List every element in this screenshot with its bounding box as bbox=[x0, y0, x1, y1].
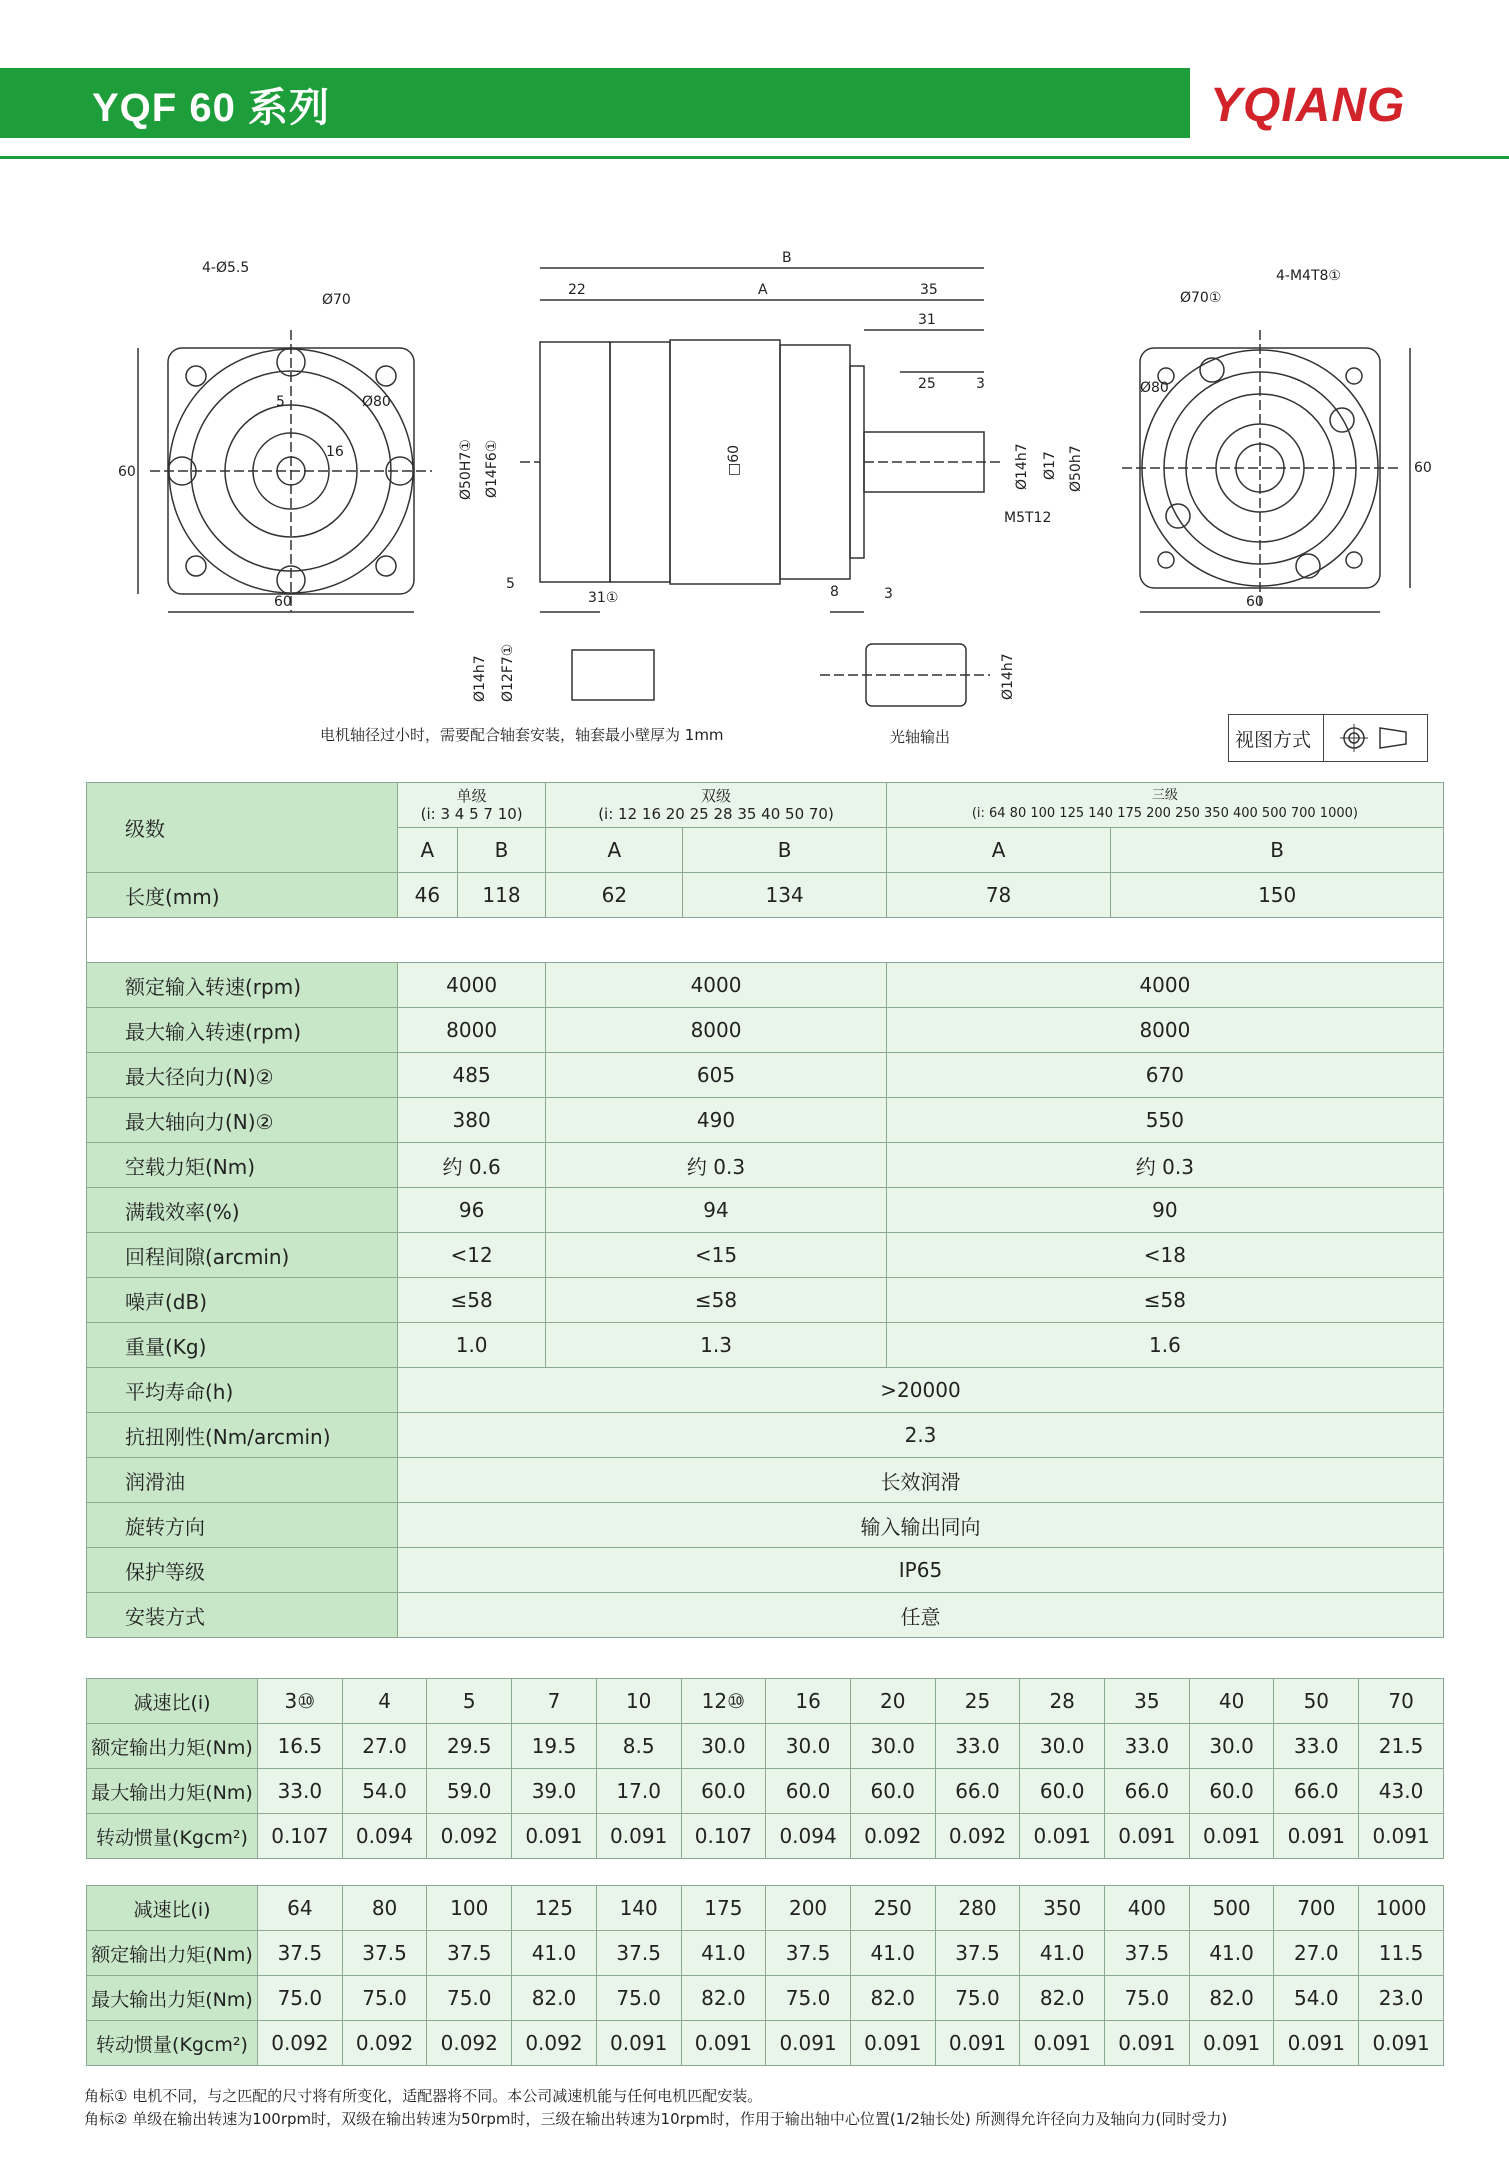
ratio-cell: 35 bbox=[1105, 1679, 1190, 1724]
ratio-cell: 0.091 bbox=[681, 2021, 766, 2066]
svg-text:Ø50H7①: Ø50H7① bbox=[458, 439, 474, 500]
row-cell: 1.6 bbox=[886, 1323, 1443, 1368]
row-cell: 485 bbox=[398, 1053, 546, 1098]
svg-text:Ø50h7: Ø50h7 bbox=[1068, 445, 1084, 492]
ratio-cell: 41.0 bbox=[850, 1931, 935, 1976]
row-cell: 8000 bbox=[886, 1008, 1443, 1053]
view-method-label: 视图方式 bbox=[1235, 728, 1312, 751]
ratio-cell: 43.0 bbox=[1359, 1769, 1444, 1814]
row-label: 最大轴向力(N)② bbox=[87, 1098, 398, 1143]
ratio-cell: 175 bbox=[681, 1886, 766, 1931]
ratio-cell: 60.0 bbox=[1020, 1769, 1105, 1814]
ratio-cell: 60.0 bbox=[850, 1769, 935, 1814]
brand-logo: YQIANG bbox=[1210, 79, 1406, 132]
svg-text:Ø14h7: Ø14h7 bbox=[472, 655, 488, 702]
ratio-cell: 66.0 bbox=[1274, 1769, 1359, 1814]
ratio-cell: 8.5 bbox=[596, 1724, 681, 1769]
svg-text:60: 60 bbox=[274, 594, 292, 610]
row-cell: <15 bbox=[546, 1233, 887, 1278]
ratio-cell: 82.0 bbox=[850, 1976, 935, 2021]
ratio-cell: 100 bbox=[427, 1886, 512, 1931]
ratio-cell: 37.5 bbox=[935, 1931, 1020, 1976]
ratio-cell: 40 bbox=[1189, 1679, 1274, 1724]
svg-text:25: 25 bbox=[918, 376, 936, 392]
ratio-cell: 0.091 bbox=[850, 2021, 935, 2066]
technical-drawing bbox=[0, 240, 1509, 760]
row-cell: 670 bbox=[886, 1053, 1443, 1098]
sleeve-caption: 电机轴径过小时，需要配合轴套安装，轴套最小壁厚为 1mm bbox=[320, 726, 724, 744]
row-cell: 约 0.3 bbox=[886, 1143, 1443, 1188]
ratio-cell: 37.5 bbox=[258, 1931, 343, 1976]
ratio-cell: 500 bbox=[1189, 1886, 1274, 1931]
stage-label: 级数 bbox=[87, 783, 398, 873]
ratio-cell: 0.091 bbox=[935, 2021, 1020, 2066]
svg-text:31①: 31① bbox=[588, 590, 619, 606]
ratio-cell: 140 bbox=[596, 1886, 681, 1931]
ratio-cell: 30.0 bbox=[1189, 1724, 1274, 1769]
row-label: 额定输入转速(rpm) bbox=[87, 963, 398, 1008]
ratio-cell: 33.0 bbox=[935, 1724, 1020, 1769]
col-a: A bbox=[886, 828, 1111, 873]
ratio-cell: 82.0 bbox=[1020, 1976, 1105, 2021]
row-cell: 490 bbox=[546, 1098, 887, 1143]
ratio-cell: 7 bbox=[512, 1679, 597, 1724]
row-label: 平均寿命(h) bbox=[87, 1368, 398, 1413]
ratio-cell: 11.5 bbox=[1359, 1931, 1444, 1976]
row-cell: 380 bbox=[398, 1098, 546, 1143]
row-label: 最大径向力(N)② bbox=[87, 1053, 398, 1098]
length-cell: 78 bbox=[886, 873, 1111, 918]
ratio-cell: 19.5 bbox=[512, 1724, 597, 1769]
col-a: A bbox=[546, 828, 683, 873]
ratio-cell: 0.091 bbox=[596, 1814, 681, 1859]
projection-symbol-icon bbox=[1324, 718, 1424, 758]
ratio-cell: 39.0 bbox=[512, 1769, 597, 1814]
svg-text:60: 60 bbox=[1414, 460, 1432, 476]
ratio-row-label: 额定输出力矩(Nm) bbox=[87, 1724, 258, 1769]
ratio-row-label: 额定输出力矩(Nm) bbox=[87, 1931, 258, 1976]
ratio-cell: 1000 bbox=[1359, 1886, 1444, 1931]
ratio-cell: 0.091 bbox=[1105, 1814, 1190, 1859]
row-cell: 约 0.3 bbox=[546, 1143, 887, 1188]
ratio-cell: 30.0 bbox=[766, 1724, 851, 1769]
ratio-cell: 33.0 bbox=[1105, 1724, 1190, 1769]
ratio-cell: 0.092 bbox=[258, 2021, 343, 2066]
page-title: YQF 60 系列 bbox=[92, 86, 330, 130]
svg-text:Ø70: Ø70 bbox=[322, 292, 351, 308]
ratio-cell: 82.0 bbox=[512, 1976, 597, 2021]
ratio-cell: 41.0 bbox=[512, 1931, 597, 1976]
svg-text:4-M4T8①: 4-M4T8① bbox=[1276, 268, 1341, 284]
svg-text:Ø14F6①: Ø14F6① bbox=[484, 439, 500, 498]
ratio-cell: 37.5 bbox=[1105, 1931, 1190, 1976]
row-cell: 550 bbox=[886, 1098, 1443, 1143]
ratio-cell: 37.5 bbox=[596, 1931, 681, 1976]
row-cell: 96 bbox=[398, 1188, 546, 1233]
ratio-cell: 0.091 bbox=[1359, 1814, 1444, 1859]
svg-text:35: 35 bbox=[920, 282, 938, 298]
col-a: A bbox=[398, 828, 458, 873]
ratio-cell: 82.0 bbox=[681, 1976, 766, 2021]
ratio-cell: 0.091 bbox=[1189, 1814, 1274, 1859]
row-cell: 90 bbox=[886, 1188, 1443, 1233]
ratio-cell: 4 bbox=[342, 1679, 427, 1724]
ratio-cell: 0.091 bbox=[1020, 1814, 1105, 1859]
ratio-cell: 0.092 bbox=[342, 2021, 427, 2066]
ratio-cell: 0.091 bbox=[1274, 1814, 1359, 1859]
row-cell: IP65 bbox=[398, 1548, 1444, 1593]
row-cell: 94 bbox=[546, 1188, 887, 1233]
row-cell: <18 bbox=[886, 1233, 1443, 1278]
ratio-cell: 30.0 bbox=[681, 1724, 766, 1769]
svg-text:5: 5 bbox=[506, 576, 515, 592]
ratio-cell: 0.091 bbox=[1189, 2021, 1274, 2066]
ratio-cell: 23.0 bbox=[1359, 1976, 1444, 2021]
ratio-cell: 64 bbox=[258, 1886, 343, 1931]
col-b: B bbox=[683, 828, 886, 873]
ratio-cell: 75.0 bbox=[258, 1976, 343, 2021]
ratio-cell: 66.0 bbox=[1105, 1769, 1190, 1814]
ratio-cell: 60.0 bbox=[766, 1769, 851, 1814]
ratio-cell: 20 bbox=[850, 1679, 935, 1724]
ratio-cell: 5 bbox=[427, 1679, 512, 1724]
ratio-cell: 0.091 bbox=[1274, 2021, 1359, 2066]
ratio-cell: 17.0 bbox=[596, 1769, 681, 1814]
row-cell: 605 bbox=[546, 1053, 887, 1098]
ratio-cell: 16 bbox=[766, 1679, 851, 1724]
row-cell: 1.0 bbox=[398, 1323, 546, 1368]
row-label: 回程间隙(arcmin) bbox=[87, 1233, 398, 1278]
front-view-right bbox=[1122, 330, 1410, 612]
ratio-cell: 0.107 bbox=[258, 1814, 343, 1859]
ratio-cell: 21.5 bbox=[1359, 1724, 1444, 1769]
svg-text:A: A bbox=[758, 282, 768, 298]
svg-text:3: 3 bbox=[976, 376, 985, 392]
shaft-caption: 光轴输出 bbox=[890, 728, 951, 746]
row-cell: 长效润滑 bbox=[398, 1458, 1444, 1503]
row-label: 旋转方向 bbox=[87, 1503, 398, 1548]
ratio-cell: 33.0 bbox=[258, 1769, 343, 1814]
ratio-cell: 29.5 bbox=[427, 1724, 512, 1769]
ratio-cell: 75.0 bbox=[935, 1976, 1020, 2021]
row-cell: 2.3 bbox=[398, 1413, 1444, 1458]
row-label: 最大输入转速(rpm) bbox=[87, 1008, 398, 1053]
svg-text:Ø14h7: Ø14h7 bbox=[1000, 653, 1016, 700]
ratio-cell: 60.0 bbox=[1189, 1769, 1274, 1814]
ratio-cell: 41.0 bbox=[1189, 1931, 1274, 1976]
ratio-cell: 0.094 bbox=[766, 1814, 851, 1859]
ratio-table-2 bbox=[86, 1885, 1444, 2066]
length-cell: 134 bbox=[683, 873, 886, 918]
ratio-cell: 25 bbox=[935, 1679, 1020, 1724]
svg-text:60: 60 bbox=[118, 464, 136, 480]
ratio-cell: 27.0 bbox=[1274, 1931, 1359, 1976]
svg-text:□60: □60 bbox=[726, 444, 742, 476]
row-label: 满载效率(%) bbox=[87, 1188, 398, 1233]
row-label: 安装方式 bbox=[87, 1593, 398, 1638]
ratio-cell: 0.092 bbox=[512, 2021, 597, 2066]
svg-text:22: 22 bbox=[568, 282, 586, 298]
header-divider bbox=[0, 156, 1509, 159]
row-label: 润滑油 bbox=[87, 1458, 398, 1503]
ratio-cell: 0.091 bbox=[596, 2021, 681, 2066]
row-cell: 1.3 bbox=[546, 1323, 887, 1368]
ratio-cell: 125 bbox=[512, 1886, 597, 1931]
svg-text:B: B bbox=[782, 250, 792, 266]
ratio-cell: 0.092 bbox=[427, 1814, 512, 1859]
svg-text:M5T12: M5T12 bbox=[1004, 510, 1052, 526]
row-cell: 约 0.6 bbox=[398, 1143, 546, 1188]
ratio-table-1 bbox=[86, 1678, 1444, 1859]
svg-text:4-Ø5.5: 4-Ø5.5 bbox=[202, 260, 250, 276]
svg-text:Ø14h7: Ø14h7 bbox=[1014, 443, 1030, 490]
ratio-cell: 0.091 bbox=[512, 1814, 597, 1859]
ratio-cell: 27.0 bbox=[342, 1724, 427, 1769]
ratio-cell: 59.0 bbox=[427, 1769, 512, 1814]
ratio-cell: 37.5 bbox=[766, 1931, 851, 1976]
ratio-cell: 41.0 bbox=[681, 1931, 766, 1976]
ratio-row-label: 减速比(i) bbox=[87, 1679, 258, 1724]
ratio-cell: 75.0 bbox=[766, 1976, 851, 2021]
row-cell: 输入输出同向 bbox=[398, 1503, 1444, 1548]
ratio-cell: 3⑩ bbox=[258, 1679, 343, 1724]
ratio-cell: 0.091 bbox=[1105, 2021, 1190, 2066]
svg-text:31: 31 bbox=[918, 312, 936, 328]
length-cell: 150 bbox=[1111, 873, 1444, 918]
row-cell: ≤58 bbox=[398, 1278, 546, 1323]
ratio-cell: 0.091 bbox=[1359, 2021, 1444, 2066]
ratio-cell: 0.107 bbox=[681, 1814, 766, 1859]
ratio-cell: 0.092 bbox=[850, 1814, 935, 1859]
ratio-row-label: 最大输出力矩(Nm) bbox=[87, 1976, 258, 2021]
ratio-cell: 280 bbox=[935, 1886, 1020, 1931]
ratio-row-label: 减速比(i) bbox=[87, 1886, 258, 1931]
front-view-left bbox=[138, 330, 432, 612]
spec-table bbox=[86, 782, 1444, 1638]
svg-text:Ø70①: Ø70① bbox=[1180, 290, 1222, 306]
svg-text:Ø80: Ø80 bbox=[362, 394, 391, 410]
row-cell: ≤58 bbox=[886, 1278, 1443, 1323]
row-cell: <12 bbox=[398, 1233, 546, 1278]
ratio-cell: 0.094 bbox=[342, 1814, 427, 1859]
ratio-cell: 0.092 bbox=[427, 2021, 512, 2066]
ratio-row-label: 转动惯量(Kgcm²) bbox=[87, 1814, 258, 1859]
ratio-cell: 0.091 bbox=[1020, 2021, 1105, 2066]
stage-1: 单级 (i: 3 4 5 7 10) bbox=[398, 783, 546, 828]
view-method-box bbox=[1228, 714, 1428, 762]
svg-text:16: 16 bbox=[326, 444, 344, 460]
row-cell: 4000 bbox=[398, 963, 546, 1008]
ratio-cell: 10 bbox=[596, 1679, 681, 1724]
length-cell: 62 bbox=[546, 873, 683, 918]
row-label: 空载力矩(Nm) bbox=[87, 1143, 398, 1188]
ratio-cell: 16.5 bbox=[258, 1724, 343, 1769]
svg-text:3: 3 bbox=[884, 586, 893, 602]
length-cell: 46 bbox=[398, 873, 458, 918]
svg-text:Ø17: Ø17 bbox=[1042, 451, 1058, 480]
svg-text:Ø80: Ø80 bbox=[1140, 380, 1169, 396]
spacer-row bbox=[87, 918, 1444, 963]
ratio-cell: 350 bbox=[1020, 1886, 1105, 1931]
ratio-cell: 75.0 bbox=[427, 1976, 512, 2021]
ratio-cell: 700 bbox=[1274, 1886, 1359, 1931]
row-label: 重量(Kg) bbox=[87, 1323, 398, 1368]
row-label: 噪声(dB) bbox=[87, 1278, 398, 1323]
row-cell: 4000 bbox=[546, 963, 887, 1008]
length-label: 长度(mm) bbox=[87, 873, 398, 918]
svg-text:5: 5 bbox=[276, 394, 285, 410]
col-b: B bbox=[1111, 828, 1444, 873]
sleeve-detail bbox=[572, 650, 654, 700]
ratio-cell: 12⑩ bbox=[681, 1679, 766, 1724]
ratio-cell: 37.5 bbox=[342, 1931, 427, 1976]
row-cell: 8000 bbox=[546, 1008, 887, 1053]
ratio-cell: 41.0 bbox=[1020, 1931, 1105, 1976]
ratio-cell: 54.0 bbox=[342, 1769, 427, 1814]
length-cell: 118 bbox=[457, 873, 546, 918]
stage-3: 三级 (i: 64 80 100 125 140 175 200 250 350 400 500 700 1000) bbox=[886, 783, 1443, 828]
ratio-cell: 50 bbox=[1274, 1679, 1359, 1724]
ratio-row-label: 转动惯量(Kgcm²) bbox=[87, 2021, 258, 2066]
ratio-cell: 66.0 bbox=[935, 1769, 1020, 1814]
row-cell: 4000 bbox=[886, 963, 1443, 1008]
ratio-cell: 75.0 bbox=[342, 1976, 427, 2021]
row-cell: 任意 bbox=[398, 1593, 1444, 1638]
row-label: 抗扭刚性(Nm/arcmin) bbox=[87, 1413, 398, 1458]
row-cell: 8000 bbox=[398, 1008, 546, 1053]
ratio-cell: 400 bbox=[1105, 1886, 1190, 1931]
stage-2: 双级 (i: 12 16 20 25 28 35 40 50 70) bbox=[546, 783, 887, 828]
ratio-cell: 30.0 bbox=[850, 1724, 935, 1769]
ratio-cell: 0.091 bbox=[766, 2021, 851, 2066]
ratio-cell: 0.092 bbox=[935, 1814, 1020, 1859]
svg-text:8: 8 bbox=[830, 584, 839, 600]
row-cell: ≤58 bbox=[546, 1278, 887, 1323]
footnotes bbox=[84, 2085, 1227, 2131]
ratio-cell: 37.5 bbox=[427, 1931, 512, 1976]
svg-text:60: 60 bbox=[1246, 594, 1264, 610]
row-cell: >20000 bbox=[398, 1368, 1444, 1413]
footnote: 角标① 电机不同，与之匹配的尺寸将有所变化，适配器将不同。本公司减速机能与任何电机匹配安装。 bbox=[84, 2087, 763, 2105]
ratio-cell: 250 bbox=[850, 1886, 935, 1931]
ratio-cell: 30.0 bbox=[1020, 1724, 1105, 1769]
ratio-cell: 54.0 bbox=[1274, 1976, 1359, 2021]
ratio-row-label: 最大输出力矩(Nm) bbox=[87, 1769, 258, 1814]
row-label: 保护等级 bbox=[87, 1548, 398, 1593]
ratio-cell: 75.0 bbox=[1105, 1976, 1190, 2021]
svg-text:Ø12F7①: Ø12F7① bbox=[500, 643, 516, 702]
ratio-cell: 75.0 bbox=[596, 1976, 681, 2021]
ratio-cell: 200 bbox=[766, 1886, 851, 1931]
ratio-cell: 70 bbox=[1359, 1679, 1444, 1724]
ratio-cell: 82.0 bbox=[1189, 1976, 1274, 2021]
ratio-cell: 80 bbox=[342, 1886, 427, 1931]
ratio-cell: 33.0 bbox=[1274, 1724, 1359, 1769]
ratio-cell: 28 bbox=[1020, 1679, 1105, 1724]
footnote: 角标② 单级在输出转速为100rpm时，双级在输出转速为50rpm时，三级在输出转速为10rpm时，作用于输出轴中心位置(1/2轴长处) 所测得允许径向力及轴向力(同时受力) bbox=[84, 2110, 1228, 2128]
col-b: B bbox=[457, 828, 546, 873]
ratio-cell: 60.0 bbox=[681, 1769, 766, 1814]
